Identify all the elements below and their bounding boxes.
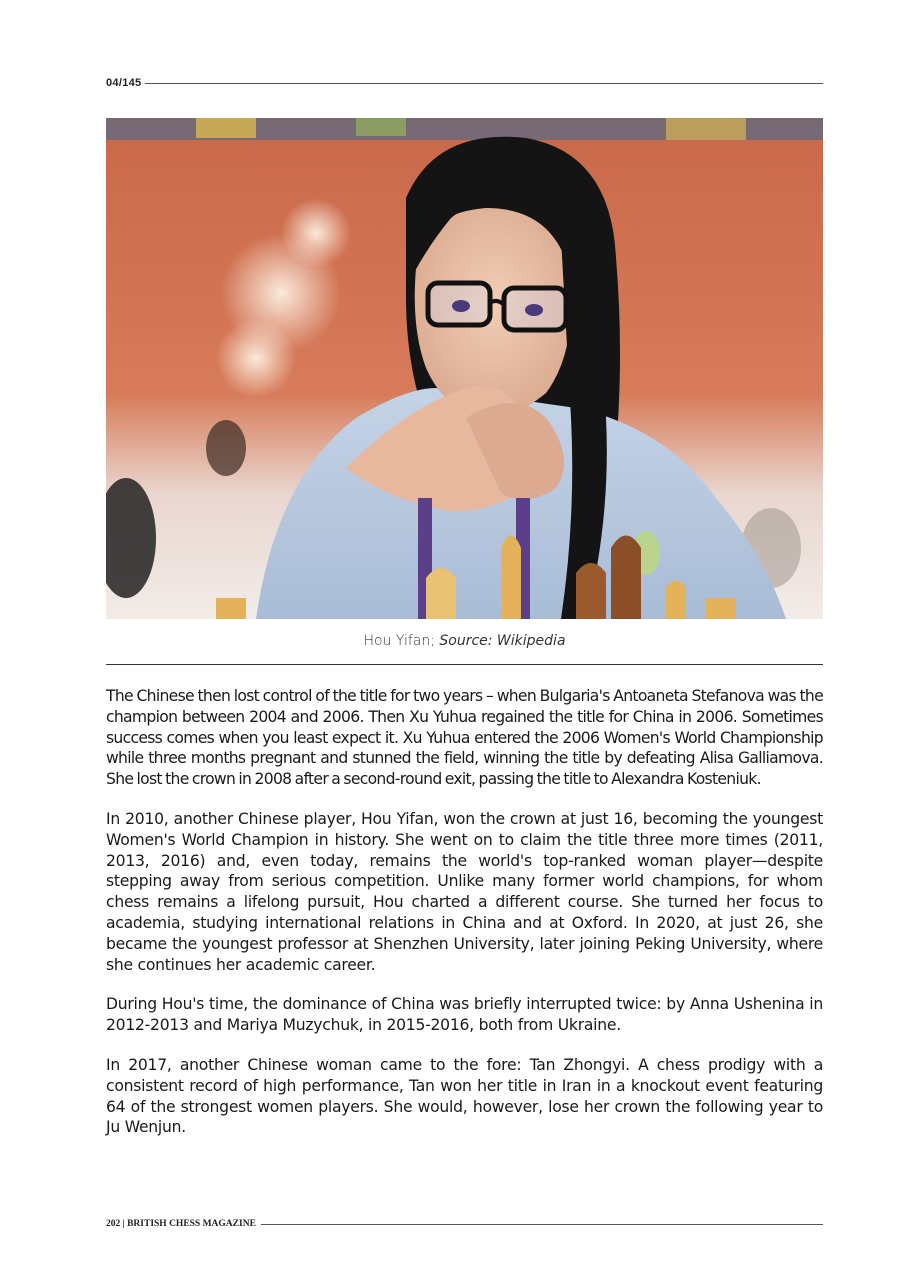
header-rule — [145, 83, 823, 84]
hero-photo — [106, 118, 823, 619]
article-body — [106, 686, 823, 1157]
caption-name: Hou Yifan; — [363, 633, 440, 649]
page-counter: 04/145 — [106, 77, 142, 89]
footer-label: 202 | BRITISH CHESS MAGAZINE — [106, 1219, 256, 1229]
paragraph: The Chinese then lost control of the title for two years – when Bulgaria's Antoaneta Stefanova was the champion between 2004 and 2006. Then Xu Yuhua regained the title for China in 2006. Sometimes success comes when you least expect it. Xu Yuhua entered the 2006 Women's World Championship while three months pregnant and stunned the field, winning the title by defeating Alisa Galliamova. She lost the crown in 2008 after a second-round exit, passing the title to Alexandra Kosteniuk. — [106, 687, 823, 789]
paragraph: During Hou's time, the dominance of China was briefly interrupted twice: by Anna Ushenina in 2012-2013 and Mariya Muzychuk, in 2015-2016, both from Ukraine. — [106, 995, 823, 1035]
page-footer — [106, 1217, 823, 1231]
caption-rule — [106, 664, 823, 665]
paragraph: In 2017, another Chinese woman came to the fore: Tan Zhongyi. A chess prodigy with a consistent record of high performance, Tan won her title in Iran in a knockout event featuring 64 of the strongest women players. She would, however, lose her crown the following year to Ju Wenjun. — [106, 1055, 823, 1137]
photo-caption — [106, 633, 823, 649]
page-header — [106, 75, 823, 91]
paragraph: In 2010, another Chinese player, Hou Yifan, won the crown at just 16, becoming the youngest Women's World Champion in history. She went on to claim the title three more times (2011, 2013, 2016) and, even today, remains the world's top-ranked woman player—despite stepping away from serious competition. Unlike many former world champions, for whom chess remains a lifelong pursuit, Hou charted a different course. She turned her focus to academia, studying international relations in China and at Oxford. In 2020, at just 26, she became the youngest professor at Shenzhen University, later joining Peking University, where she continues her academic career. — [106, 809, 823, 974]
caption-source: Source: Wikipedia — [439, 633, 566, 649]
footer-rule — [261, 1224, 823, 1225]
